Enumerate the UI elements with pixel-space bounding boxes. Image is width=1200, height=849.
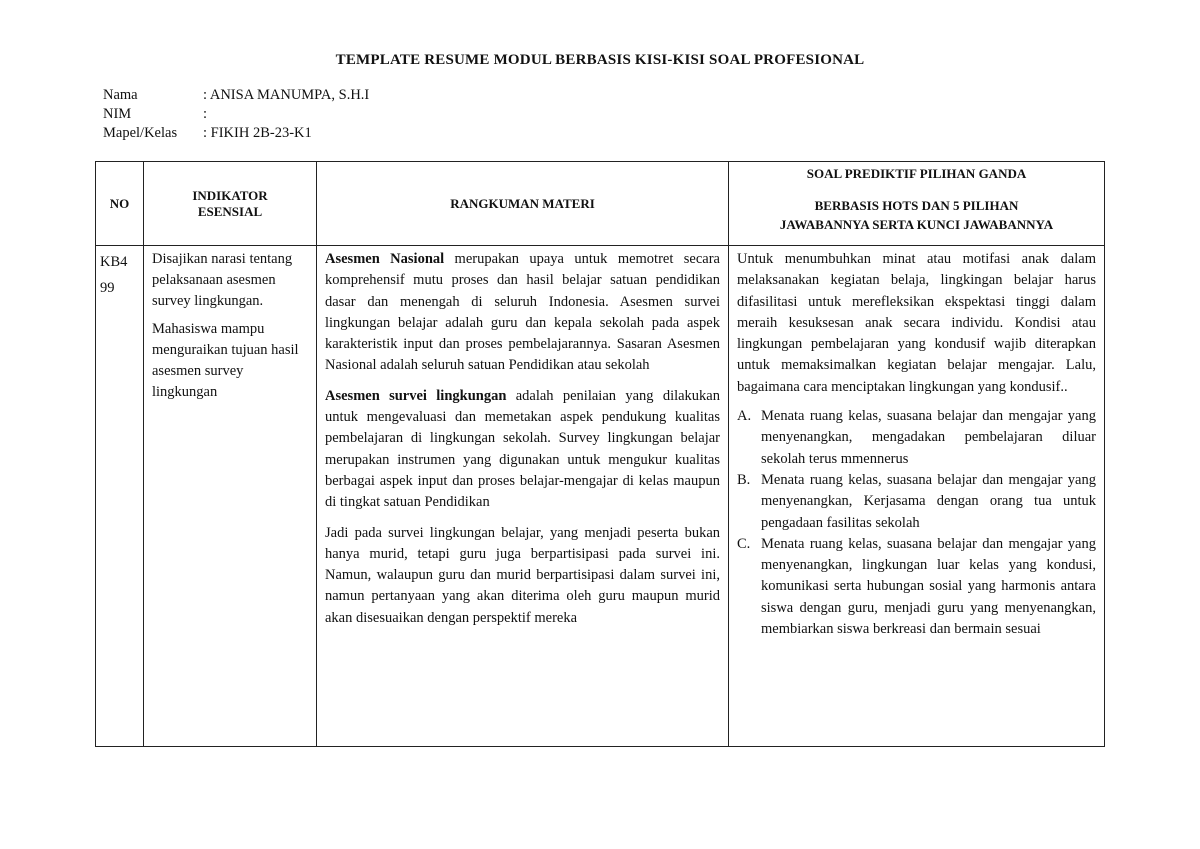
header-no: NO <box>96 162 144 246</box>
cell-indikator <box>144 246 317 747</box>
identity-row-mapel <box>103 124 369 143</box>
option-a <box>737 406 1096 470</box>
option-a-letter: A. <box>737 408 752 425</box>
header-rangkuman: RANGKUMAN MATERI <box>317 162 729 246</box>
header-soal-line1: SOAL PREDIKTIF PILIHAN GANDA <box>806 166 1027 181</box>
rangkuman-term-1: Asesmen Nasional <box>325 251 445 267</box>
identity-row-name <box>103 86 369 105</box>
option-b-letter: B. <box>737 471 751 488</box>
header-soal <box>729 162 1105 246</box>
name-value: : ANISA MANUMPA, S.H.I <box>203 87 370 103</box>
indikator-paragraph-2: Mahasiswa mampu menguraikan tujuan hasil asesmen survey lingkungan <box>152 321 299 400</box>
indikator-paragraph-1: Disajikan narasi tentang pelaksanaan asesmen survey lingkungan. <box>152 251 293 309</box>
answer-options <box>737 406 1096 640</box>
cell-no <box>96 246 144 747</box>
name-label: Nama <box>103 87 138 103</box>
header-indikator-line2: ESENSIAL <box>197 203 263 219</box>
table-row <box>96 246 1105 747</box>
resume-table <box>95 161 1105 747</box>
no-line2: 99 <box>100 280 115 296</box>
rangkuman-text-2: adalah penilaian yang dilakukan untuk mengevaluasi dan memetakan aspek pendukung kualitas pembelajaran di lingkungan sekolah. Survey lingkungan belajar merupakan instrumen yang digunakan untuk mengukur kualitas berbagai aspek input dan proses belajar-mengajar di kelas maupun di tingkat satuan Pendidikan <box>325 387 720 511</box>
option-c <box>737 534 1096 640</box>
rangkuman-term-2: Asesmen survei lingkungan <box>325 387 507 404</box>
option-a-text: Menata ruang kelas, suasana belajar dan mengajar yang menyenangkan, mengadakan pembelajaran diluar sekolah terus mmennerus <box>761 408 1096 467</box>
document-title: TEMPLATE RESUME MODUL BERBASIS KISI-KISI SOAL PROFESIONAL <box>335 52 865 68</box>
option-b-text: Menata ruang kelas, suasana belajar dan mengajar yang menyenangkan, Kerjasama dengan orang tua untuk pengadaan fasilitas sekolah <box>761 471 1096 531</box>
no-line1: KB4 <box>100 254 128 270</box>
cell-rangkuman <box>317 246 729 747</box>
header-indikator <box>144 162 317 246</box>
header-soal-line3: JAWABANNYA SERTA KUNCI JAWABANNYA <box>779 217 1054 232</box>
header-indikator-line1: INDIKATOR <box>192 187 268 203</box>
mapel-value: : FIKIH 2B-23-K1 <box>203 125 312 141</box>
rangkuman-paragraph-3: Jadi pada survei lingkungan belajar, yang menjadi peserta bukan hanya murid, tetapi guru juga berpartisipasi pada survei ini. Namun, walaupun guru dan murid berpartisipasi dalam survei ini, namun pertanyaan yang akan diterima oleh guru maupun murid akan disesuaikan dengan perspektif mereka <box>325 524 720 626</box>
option-c-text: Menata ruang kelas, suasana belajar dan mengajar yang menyenangkan, lingkungan luar kelas yang kondusi, komunikasi serta hubungan sosial yang harmonis antara siswa dengan guru, menjadi guru yang menyenangkan, membiarkan siswa berkreasi dan bermain sesuai <box>761 535 1096 638</box>
identity-row-nim <box>103 105 369 124</box>
cell-soal <box>729 246 1105 747</box>
rangkuman-text-1: merupakan upaya untuk memotret secara komprehensif mutu proses dan hasil belajar satuan pendidikan dasar dan menengah di seluruh Indonesia. Asesmen survei lingkungan belajar adalah guru dan kepala sekolah pada aspek karakteristik input dan proses pembelajarannya. Sasaran Asesmen Nasional adalah seluruh satuan Pendidikan atau sekolah <box>325 251 720 374</box>
mapel-label: Mapel/Kelas <box>103 125 178 141</box>
option-c-letter: C. <box>737 535 751 552</box>
rangkuman-paragraph-1 <box>325 249 720 377</box>
nim-label: NIM <box>103 106 132 122</box>
identity-block <box>103 86 369 143</box>
question-stem: Untuk menumbuhkan minat atau motifasi anak dalam melaksanakan kegiatan belaja, lingkingan belajar harus difasilitasi untuk merefleksikan ekspektasi tinggi dalam meraih kesuksesan anak secara individu. Kondisi atau lingkungan pembelajaran yang kondusif wajib diterapkan untuk memaksimalkan kegiatan belajar mengajar. Lalu, bagaimana cara menciptakan lingkungan yang kondusif.. <box>737 251 1096 395</box>
table-header-row <box>96 162 1105 246</box>
header-soal-line2: BERBASIS HOTS DAN 5 PILIHAN <box>814 198 1019 213</box>
option-b <box>737 470 1096 534</box>
rangkuman-paragraph-2 <box>325 386 720 514</box>
nim-value: : <box>203 106 208 122</box>
